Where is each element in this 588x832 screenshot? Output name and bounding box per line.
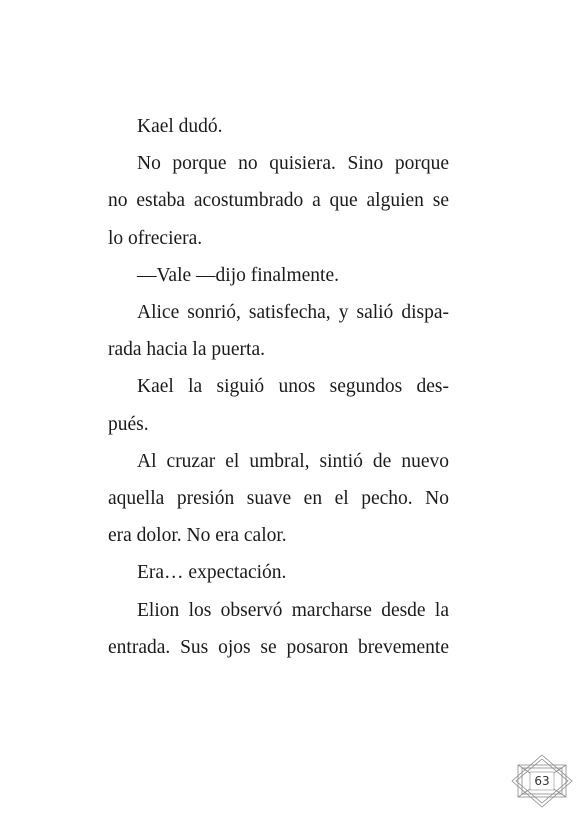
paragraph-5	[108, 368, 449, 442]
text-line: No porque no quisiera. Sino porque	[137, 153, 449, 175]
text-line: entrada. Sus ojos se posaron brevemente	[108, 636, 449, 658]
paragraph-6	[108, 443, 449, 555]
text-line: Kael la siguió unos segundos des-	[137, 376, 449, 398]
paragraph-4	[108, 294, 449, 368]
page-number-badge	[510, 754, 574, 808]
text-line: no estaba acostumbrado a que alguien se	[108, 190, 449, 212]
text-line: —Vale —dijo finalmente.	[137, 264, 339, 286]
paragraph-7	[108, 554, 449, 591]
paragraph-8	[108, 592, 449, 666]
text-line: Era… expectación.	[137, 562, 287, 584]
text-line: era dolor. No era calor.	[108, 525, 287, 547]
paragraph-3	[108, 257, 449, 294]
text-line: Kael dudó.	[137, 116, 223, 137]
paragraph-2	[108, 145, 449, 257]
body-text	[108, 108, 449, 666]
page-number: 63	[534, 774, 550, 788]
text-line: Al cruzar el umbral, sintió de nuevo	[137, 450, 449, 472]
text-line: rada hacia la puerta.	[108, 339, 265, 361]
paragraph-1	[108, 108, 449, 145]
text-line: aquella presión suave en el pecho. No	[108, 488, 449, 510]
text-line: Elion los observó marcharse desde la	[137, 599, 449, 621]
text-line: pués.	[108, 413, 149, 435]
text-line: lo ofreciera.	[108, 227, 203, 249]
text-line: Alice sonrió, satisfecha, y salió dispa-	[137, 302, 449, 324]
